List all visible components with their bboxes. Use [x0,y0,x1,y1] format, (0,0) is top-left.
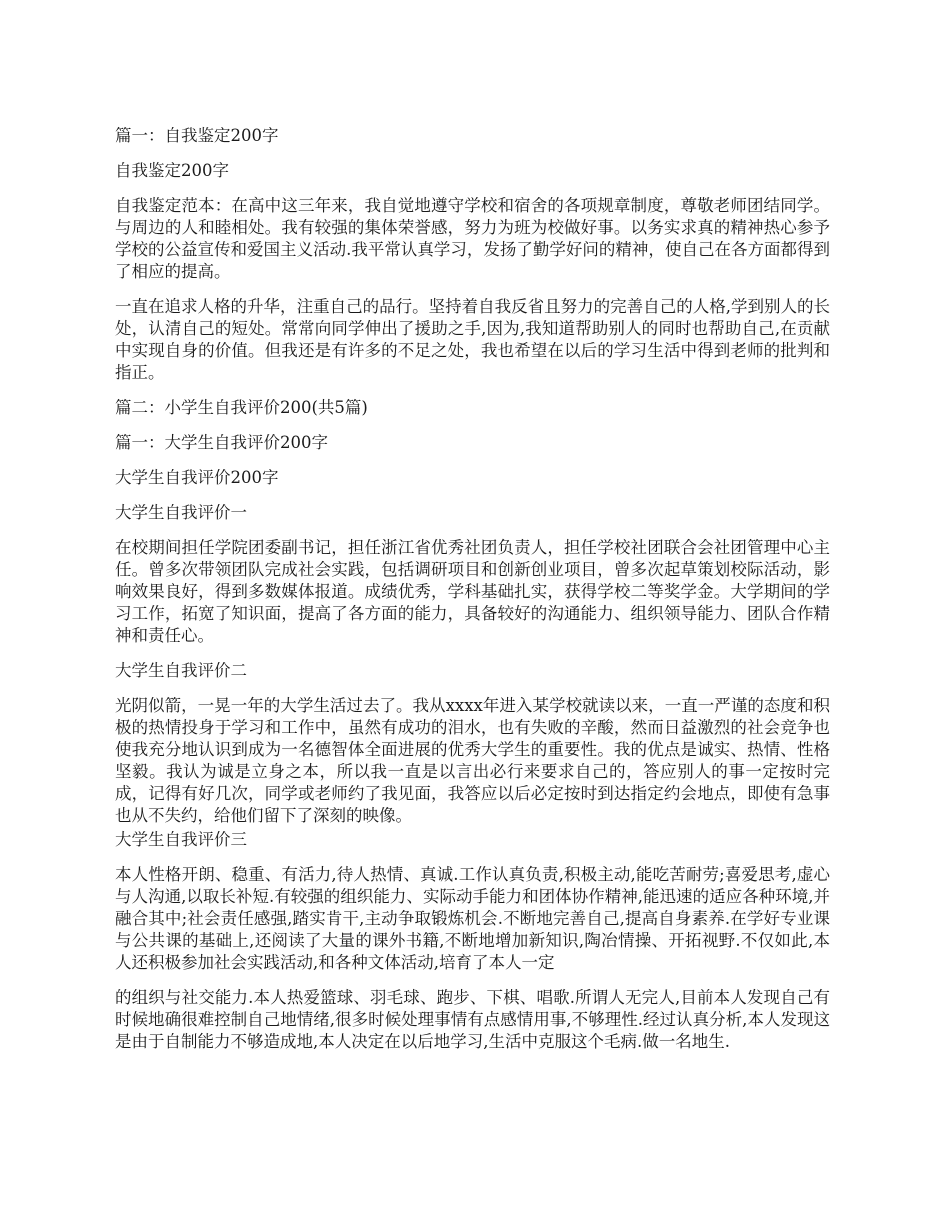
subheading: 自我鉴定200字 [115,161,229,180]
body-paragraph: 一直在追求人格的升华，注重自己的品行。坚持着自我反省且努力的完善自己的人格,学到别人的长处，认清自己的短处。常常向同学伸出了援助之手,因为,我知道帮助别人的同时也帮助自己,在贡献中实现自身的价值。但我还是有许多的不足之处，我也希望在以后的学习生活中得到老师的批判和指正。 [115,297,830,382]
subheading: 大学生自我评价一 [115,503,247,522]
body-paragraph: 的组织与社交能力.本人热爱篮球、羽毛球、跑步、下棋、唱歌.所谓人无完人,目前本人发现自己有时候地确很难控制自己地情绪,很多时候处理事情有点感情用事,不够理性.经过认真分析,本人发现这是由于自制能力不够造成地,本人决定在以后地学习,生活中克服这个毛病.做一名地生. [115,988,830,1051]
body-paragraph: 在校期间担任学院团委副书记，担任浙江省优秀社团负责人，担任学校社团联合会社团管理中心主任。曾多次带领团队完成社会实践，包括调研项目和创新创业项目，曾多次起草策划校际活动，影响效果良好，得到多数媒体报道。成绩优秀，学科基础扎实，获得学校二等奖学金。大学期间的学习工作，拓宽了知识面，提高了各方面的能力，具备较好的沟通能力、组织领导能力、团队合作精神和责任心。 [115,538,830,645]
subheading: 大学生自我评价二 [115,661,247,680]
section-heading-2: 篇二：小学生自我评价200(共5篇) [115,398,368,417]
body-paragraph: 本人性格开朗、稳重、有活力,待人热情、真诚.工作认真负责,积极主动,能吃苦耐劳;喜爱思考,虚心与人沟通,以取长补短.有较强的组织能力、实际动手能力和团体协作精神,能迅速的适应各种环境,并融合其中;社会责任感强,踏实肯干,主动争取锻炼机会.不断地完善自己,提高自身素养.在学好专业课与公共课的基础上,还阅读了大量的课外书籍,不断地增加新知识,陶冶情操、开拓视野.不仅如此,本人还积极参加社会实践活动,和各种文体活动,培育了本人一定 [115,865,830,972]
body-paragraph: 光阴似箭，一晃一年的大学生活过去了。我从xxxx年进入某学校就读以来，一直一严谨的态度和积极的热情投身于学习和工作中，虽然有成功的泪水，也有失败的辛酸，然而日益激烈的社会竞争也使我充分地认识到成为一名德智体全面进展的优秀大学生的重要性。我的优点是诚实、热情、性格坚毅。我认为诚是立身之本，所以我一直是以言出必行来要求自己的，答应别人的事一定按时完成，记得有好几次，同学或老师约了我见面，我答应以后必定按时到达指定约会地点，即使有急事也从不失约，给他们留下了深刻的映像。 [115,696,830,825]
subheading: 大学生自我评价三 [115,830,247,849]
body-paragraph: 自我鉴定范本：在高中这三年来，我自觉地遵守学校和宿舍的各项规章制度，尊敬老师团结同学。与周边的人和睦相处。我有较强的集体荣誉感，努力为班为校做好事。以务实求真的精神热心参予学校的公益宣传和爱国主义活动.我平常认真学习，发扬了勤学好问的精神，使自己在各方面都得到了相应的提高。 [115,196,830,281]
subheading: 篇一：大学生自我评价200字 [115,433,328,452]
subheading: 大学生自我评价200字 [115,468,279,487]
document-body [115,125,830,1066]
section-heading-1: 篇一：自我鉴定200字 [115,126,279,145]
